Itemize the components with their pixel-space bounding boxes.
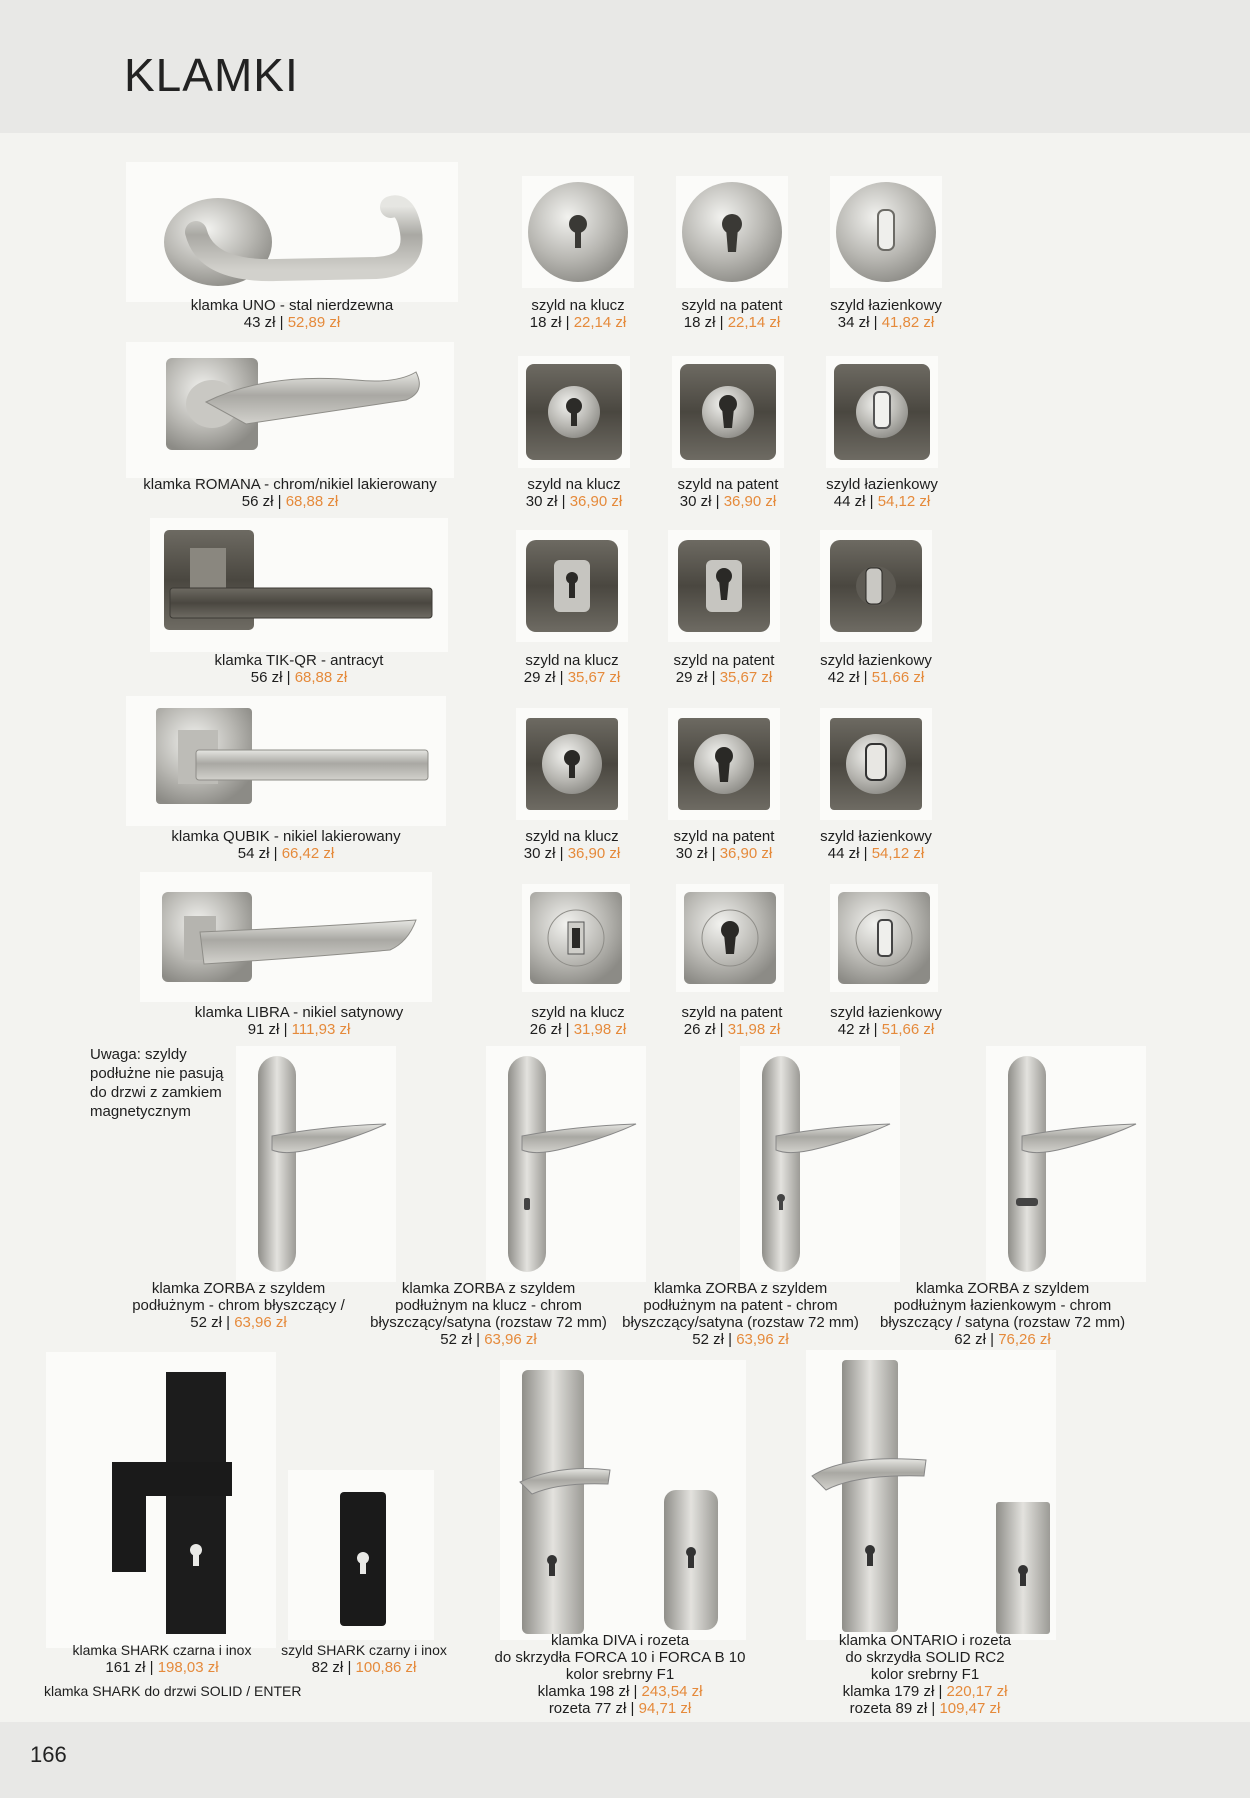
handle-libra-caption: klamka LIBRA - nikiel satynowy 91 zł | 111,93 zł (194, 1004, 404, 1038)
plate-caption: szyld na klucz 18 zł | 22,14 zł (529, 297, 627, 331)
ontario-caption: klamka ONTARIO i rozeta do skrzydła SOLID RC2 kolor srebrny F1 klamka 179 zł | 220,17 zł rozeta 89 zł | 109,47 zł (838, 1632, 1012, 1717)
handle-uno-image (126, 162, 458, 302)
handle-zorba-wc-image (986, 1046, 1146, 1282)
plate-tik-key-image (516, 530, 628, 642)
plate-caption: szyld łazienkowy 42 zł | 51,66 zł (820, 652, 932, 686)
plate-libra-wc-image (830, 884, 938, 992)
zorba-caption: klamka ZORBA z szyldem podłużnym - chrom błyszczący / 52 zł | 63,96 zł (132, 1280, 345, 1331)
plate-round-key-image (522, 176, 634, 288)
handle-diva-image (500, 1360, 746, 1640)
handle-qubik-caption: klamka QUBIK - nikiel lakierowany 54 zł | 66,42 zł (171, 828, 401, 862)
handle-libra-image (140, 872, 432, 1002)
plate-caption: szyld na klucz 30 zł | 36,90 zł (523, 828, 621, 862)
zorba-wc-caption: klamka ZORBA z szyldem podłużnym łazienkowym - chrom błyszczący / satyna (rozstaw 72 mm) 62 zł | 76,26 zł (880, 1280, 1126, 1348)
plate-caption: szyld na patent 30 zł | 36,90 zł (673, 828, 775, 862)
diva-caption: klamka DIVA i rozeta do skrzydła FORCA 10 i FORCA B 10 kolor srebrny F1 klamka 198 zł | 243,54 zł rozeta 77 zł | 94,71 zł (494, 1632, 746, 1717)
shark-solid-note: klamka SHARK do drzwi SOLID / ENTER (44, 1683, 302, 1699)
zorba-key-caption: klamka ZORBA z szyldem podłużnym na klucz - chrom błyszczący/satyna (rozstaw 72 mm) 52 zł | 63,96 zł (370, 1280, 607, 1348)
handle-zorba-key-image (486, 1046, 646, 1282)
magnetic-lock-note: Uwaga: szyldy podłużne nie pasują do drzwi z zamkiem magnetycznym (90, 1046, 224, 1120)
handle-zorba-image (236, 1046, 396, 1282)
plate-caption: szyld łazienkowy 42 zł | 51,66 zł (830, 1004, 942, 1038)
plate-libra-patent-image (676, 884, 784, 992)
plate-caption: szyld na patent 18 zł | 22,14 zł (681, 297, 783, 331)
plate-round-wc-image (830, 176, 942, 288)
plate-tik-wc-image (820, 530, 932, 642)
plate-caption: szyld na patent 29 zł | 35,67 zł (673, 652, 775, 686)
page-number: 166 (30, 1742, 67, 1767)
plate-caption: szyld na klucz 29 zł | 35,67 zł (523, 652, 621, 686)
plate-square-wc-image (826, 356, 938, 468)
plate-qubik-patent-image (668, 708, 780, 820)
handle-tik-qr-caption: klamka TIK-QR - antracyt 56 zł | 68,88 zł (214, 652, 384, 686)
plate-square-patent-image (672, 356, 784, 468)
handle-zorba-patent-image (740, 1046, 900, 1282)
zorba-patent-caption: klamka ZORBA z szyldem podłużnym na patent - chrom błyszczący/satyna (rozstaw 72 mm) 52 zł | 63,96 zł (622, 1280, 859, 1348)
page-title: KLAMKI (124, 49, 299, 101)
handle-tik-qr-image (150, 518, 448, 652)
plate-caption: szyld na patent 26 zł | 31,98 zł (681, 1004, 783, 1038)
plate-caption: szyld na patent 30 zł | 36,90 zł (677, 476, 779, 510)
plate-round-patent-image (676, 176, 788, 288)
plate-caption: szyld na klucz 26 zł | 31,98 zł (529, 1004, 627, 1038)
handle-romana-image (126, 342, 454, 478)
handle-romana-caption: klamka ROMANA - chrom/nikiel lakierowany 56 zł | 68,88 zł (143, 476, 437, 510)
plate-tik-patent-image (668, 530, 780, 642)
plate-qubik-key-image (516, 708, 628, 820)
handle-qubik-image (126, 696, 446, 826)
footer-band (0, 1722, 1250, 1798)
plate-square-key-image (518, 356, 630, 468)
handle-ontario-image (806, 1350, 1056, 1640)
plate-qubik-wc-image (820, 708, 932, 820)
plate-caption: szyld łazienkowy 34 zł | 41,82 zł (830, 297, 942, 331)
handle-uno-caption: klamka UNO - stal nierdzewna 43 zł | 52,89 zł (190, 297, 394, 331)
handle-shark-image (46, 1352, 276, 1648)
plate-caption: szyld na klucz 30 zł | 36,90 zł (525, 476, 623, 510)
plate-caption: szyld łazienkowy 44 zł | 54,12 zł (826, 476, 938, 510)
shark-handle-caption: klamka SHARK czarna i inox 161 zł | 198,03 zł (72, 1642, 252, 1676)
plate-caption: szyld łazienkowy 44 zł | 54,12 zł (820, 828, 932, 862)
shark-plate-caption: szyld SHARK czarny i inox 82 zł | 100,86 zł (281, 1642, 447, 1676)
plate-shark-image (288, 1470, 434, 1640)
plate-libra-key-image (522, 884, 630, 992)
